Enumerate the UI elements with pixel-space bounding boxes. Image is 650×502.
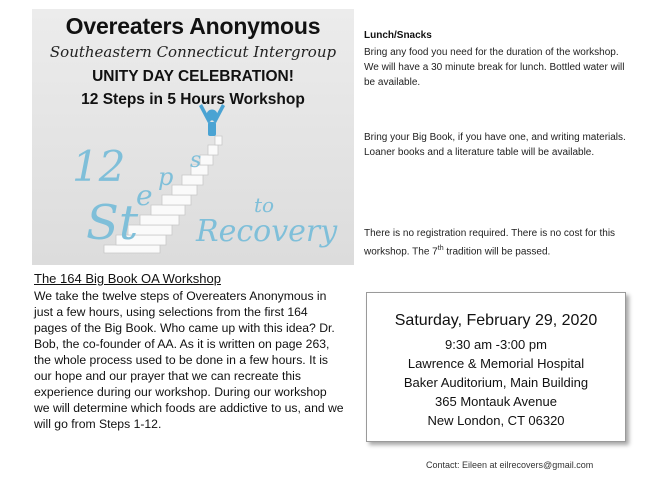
event-street: 365 Montauk Avenue	[435, 394, 557, 409]
registration-text-before: There is no registration required. There is no cost for this workshop. The 7	[364, 228, 616, 258]
steps-to-recovery-art	[32, 9, 354, 265]
workshop-title: 12 Steps in 5 Hours Workshop	[81, 91, 305, 108]
registration-superscript: th	[437, 245, 444, 252]
lunch-snacks-text: Bring any food you need for the duration of the workshop. We will have a 30 minute break for lunch. Bottled water will be available.	[364, 47, 625, 88]
lunch-snacks-heading: Lunch/Snacks	[364, 30, 432, 41]
art-number-12: 12	[72, 142, 126, 191]
art-to: to	[254, 193, 275, 217]
contact-info: Contact: Eileen at eilrecovers@gmail.com	[426, 460, 594, 470]
event-date: Saturday, February 29, 2020	[394, 312, 598, 329]
event-venue: Lawrence & Memorial Hospital	[407, 356, 585, 371]
event-details-box	[366, 292, 626, 442]
art-steps-st: St	[86, 195, 139, 251]
art-steps-p: p	[158, 163, 174, 191]
workshop-description-heading: The 164 Big Book OA Workshop	[34, 271, 221, 286]
event-room: Baker Auditorium, Main Building	[403, 375, 589, 390]
workshop-description-body: We take the twelve steps of Overeaters Anonymous in just a few hours, using selections from the first 164 pages of the Big Book. Who came up with this idea? Dr. Bob, the co-founder of AA. As it is written on page 263, the whole process used to be done in a few hours. It is our hope and our prayer that we can recreate this experience during our workshop. During our workshop we will determine which foods are addictive to us, and we will go from Steps 1-12.	[34, 289, 344, 431]
big-book-text: Bring your Big Book, if you have one, and writing materials. Loaner books and a literature table will be available.	[364, 132, 626, 158]
registration-text-after: tradition will be passed.	[443, 246, 551, 258]
art-steps-e: e	[136, 179, 153, 212]
org-title: Overeaters Anonymous	[65, 13, 321, 39]
art-recovery: Recovery	[196, 214, 338, 249]
intergroup-subtitle: Southeastern Connecticut Intergroup	[49, 43, 337, 61]
registration-text	[364, 226, 634, 259]
event-city: New London, CT 06320	[427, 413, 565, 428]
event-time: 9:30 am -3:00 pm	[445, 337, 547, 352]
event-title: UNITY DAY CELEBRATION!	[92, 68, 294, 85]
person-icon	[199, 104, 225, 136]
art-steps-s: s	[190, 148, 202, 173]
banner	[32, 9, 354, 265]
